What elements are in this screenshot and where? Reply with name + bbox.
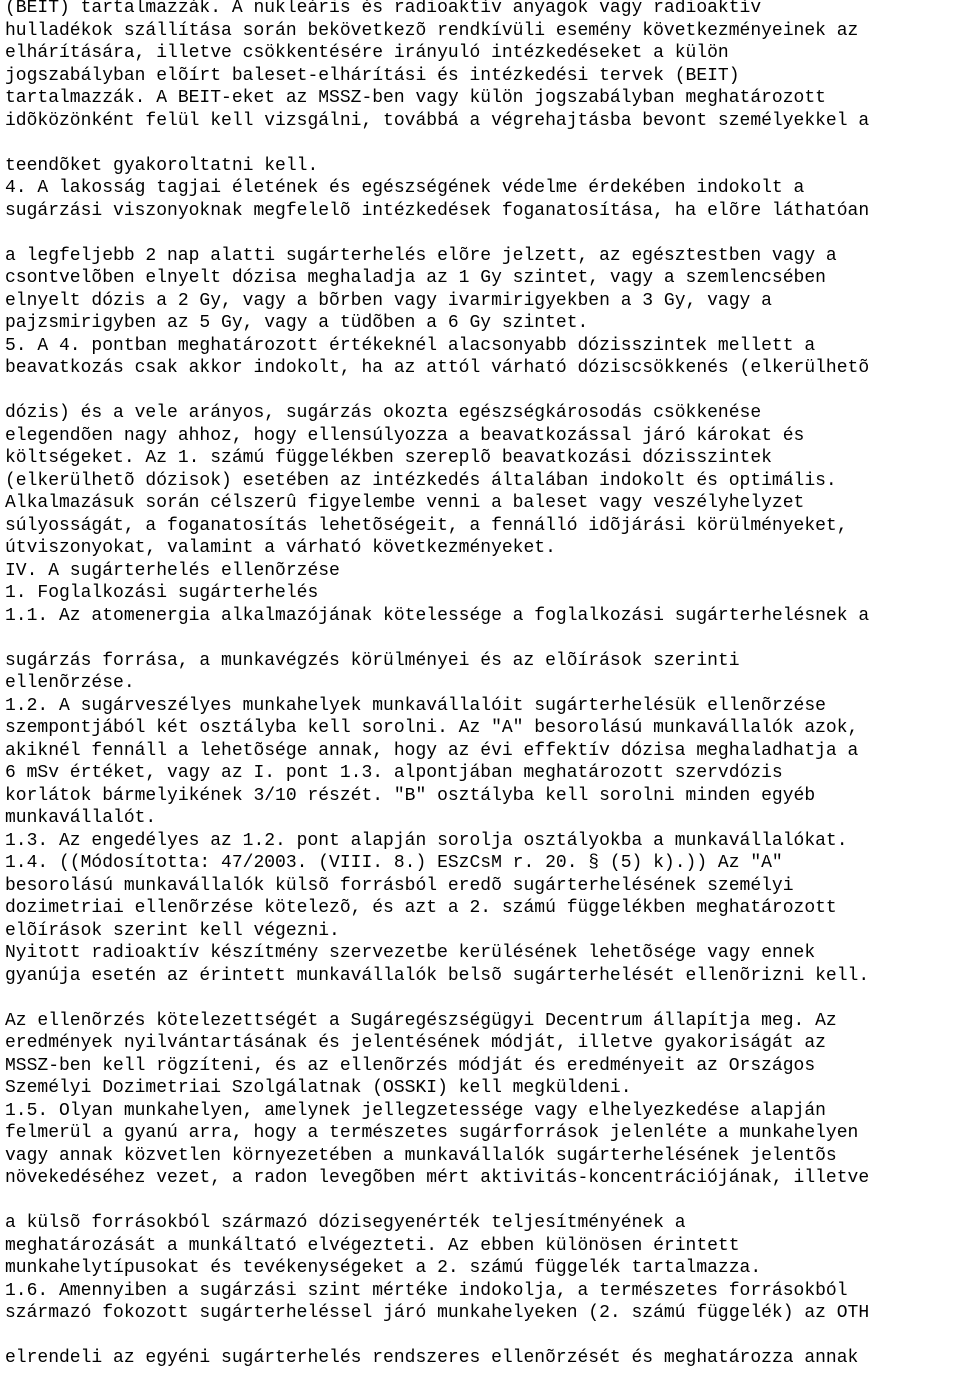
text-line: szempontjából két osztályba kell sorolni. Az "A" besorolású munkavállalók azok, bbox=[5, 718, 859, 738]
text-line: 1.5. Olyan munkahelyen, amelynek jellegzetessége vagy elhelyezkedése alapján bbox=[5, 1100, 826, 1121]
text-line: súlyosságát, a foganatosítás lehetõségeit, a fennálló idõjárási körülményeket, bbox=[5, 515, 848, 536]
blank-line bbox=[5, 380, 960, 403]
text-line: akiknél fennáll a lehetõsége annak, hogy az évi effektív dózisa meghaladhatja a bbox=[5, 740, 859, 761]
text-line: ellenõrzése. bbox=[5, 673, 135, 693]
blank-line bbox=[5, 627, 960, 650]
text-line: a legfeljebb 2 nap alatti sugárterhelés elõre jelzett, az egésztestben vagy a bbox=[5, 245, 837, 266]
text-line: sugárzási viszonyoknak megfelelõ intézkedések foganatosítása, ha elõre láthatóan bbox=[5, 200, 870, 221]
text-line: hulladékok szállítása során bekövetkezõ rendkívüli esemény következményeinek az bbox=[5, 20, 859, 41]
text-line: elhárítására, illetve csökkentésére irányuló intézkedéseket a külön bbox=[5, 43, 729, 63]
text-line: a külsõ forrásokból származó dózisegyenérték teljesítményének a bbox=[5, 1213, 686, 1233]
text-line: vagy annak közvetlen környezetében a munkavállalók sugárterhelésének jelentõs bbox=[5, 1145, 837, 1166]
blank-line bbox=[5, 1325, 960, 1348]
text-line: elnyelt dózis a 2 Gy, vagy a bõrben vagy ivarmirigyekben a 3 Gy, vagy a bbox=[5, 290, 772, 311]
text-line: Alkalmazásuk során célszerû figyelembe venni a baleset vagy veszélyhelyzet bbox=[5, 493, 805, 513]
text-line: 1.1. Az atomenergia alkalmazójának kötelessége a foglalkozási sugárterhelésnek a bbox=[5, 605, 870, 626]
text-line: korlátok bármelyikének 3/10 részét. "B" osztályba kell sorolni minden egyéb bbox=[5, 785, 816, 806]
text-line: Személyi Dozimetriai Szolgálatnak (OSSKI) kell megküldeni. bbox=[5, 1078, 632, 1098]
blank-line bbox=[5, 222, 960, 245]
text-line: Nyitott radioaktív készítmény szervezetbe kerülésének lehetõsége vagy ennek bbox=[5, 943, 816, 963]
text-line: dózis) és a vele arányos, sugárzás okozta egészségkárosodás csökkenése bbox=[5, 403, 762, 423]
text-line: költségeket. Az 1. számú függelékben szereplõ beavatkozási dózisszintek bbox=[5, 448, 772, 468]
text-line: teendõket gyakoroltatni kell. bbox=[5, 155, 319, 176]
text-line: beavatkozás csak akkor indokolt, ha az attól várható dóziscsökkenés (elkerülhetõ bbox=[5, 358, 870, 378]
text-line: (BEIT) tartalmazzák. A nukleáris és radioaktív anyagok vagy radioaktív bbox=[5, 0, 762, 18]
text-line: 1.6. Amennyiben a sugárzási szint mértéke indokolja, a természetes forrásokból bbox=[5, 1280, 848, 1301]
text-line: munkahelytípusokat és tevékenységeket a 2. számú függelék tartalmazza. bbox=[5, 1258, 762, 1278]
text-line: tartalmazzák. A BEIT-eket az MSSZ-ben vagy külön jogszabályban meghatározott bbox=[5, 88, 826, 108]
text-line: Az ellenõrzés kötelezettségét a Sugáregészségügyi Decentrum állapítja meg. Az bbox=[5, 1010, 837, 1031]
text-line: csontvelõben elnyelt dózisa meghaladja az 1 Gy szintet, vagy a szemlencsében bbox=[5, 268, 826, 288]
text-line: elegendõen nagy ahhoz, hogy ellensúlyozza a beavatkozással járó károkat és bbox=[5, 425, 805, 446]
text-line: sugárzás forrása, a munkavégzés körülményei és az elõírások szerinti bbox=[5, 650, 740, 671]
text-line: 1.4. ((Módosította: 47/2003. (VIII. 8.) ESzCsM r. 20. § (5) k).)) Az "A" bbox=[5, 853, 783, 873]
text-line: elõírások szerint kell végezni. bbox=[5, 920, 340, 941]
blank-line bbox=[5, 1190, 960, 1213]
text-line: meghatározását a munkáltató elvégezteti. Az ebben különösen érintett bbox=[5, 1235, 740, 1256]
blank-line bbox=[5, 987, 960, 1010]
text-line: eredmények nyilvántartásának és jelentésének módját, illetve gyakoriságát az bbox=[5, 1033, 826, 1053]
text-line: 4. A lakosság tagjai életének és egészségének védelme érdekében indokolt a bbox=[5, 178, 805, 198]
text-line: jogszabályban elõírt baleset-elhárítási és intézkedési tervek (BEIT) bbox=[5, 65, 740, 86]
text-line: gyanúja esetén az érintett munkavállalók belsõ sugárterhelését ellenõrizni kell. bbox=[5, 965, 870, 986]
text-line: idõközönként felül kell vizsgálni, továbbá a végrehajtásba bevont személyekkel a bbox=[5, 110, 870, 131]
text-line: felmerül a gyanú arra, hogy a természetes sugárforrások jelenléte a munkahelyen bbox=[5, 1123, 859, 1143]
text-line: MSSZ-ben kell rögzíteni, és az ellenõrzés módját és eredményeit az Országos bbox=[5, 1055, 816, 1076]
text-line: besorolású munkavállalók külsõ forrásból eredõ sugárterhelésének személyi bbox=[5, 875, 794, 896]
text-line: 1.2. A sugárveszélyes munkahelyek munkavállalóit sugárterhelésük ellenõrzése bbox=[5, 695, 826, 716]
blank-line bbox=[5, 132, 960, 155]
text-line: IV. A sugárterhelés ellenõrzése bbox=[5, 560, 340, 581]
text-line: munkavállalót. bbox=[5, 808, 157, 828]
text-line: 1. Foglalkozási sugárterhelés bbox=[5, 583, 319, 603]
text-line: származó fokozott sugárterheléssel járó munkahelyeken (2. számú függelék) az OTH bbox=[5, 1303, 870, 1323]
text-line: (elkerülhetõ dózisok) esetében az intézkedés általában indokolt és optimális. bbox=[5, 470, 837, 491]
text-line: 5. A 4. pontban meghatározott értékeknél alacsonyabb dózisszintek mellett a bbox=[5, 335, 816, 356]
text-line: dozimetriai ellenõrzése kötelezõ, és azt a 2. számú függelékben meghatározott bbox=[5, 898, 837, 918]
text-line: elrendeli az egyéni sugárterhelés rendszeres ellenõrzését és meghatározza annak bbox=[5, 1348, 859, 1368]
text-line: útviszonyokat, valamint a várható következményeket. bbox=[5, 538, 556, 558]
text-line: 6 mSv értéket, vagy az I. pont 1.3. alpontjában meghatározott szervdózis bbox=[5, 763, 783, 783]
text-line: 1.3. Az engedélyes az 1.2. pont alapján sorolja osztályokba a munkavállalókat. bbox=[5, 830, 848, 851]
document-text bbox=[5, 0, 960, 1370]
text-line: növekedéséhez vezet, a radon levegõben mért aktivitás-koncentrációjának, illetve bbox=[5, 1168, 870, 1188]
text-line: pajzsmirigyben az 5 Gy, vagy a tüdõben a 6 Gy szintet. bbox=[5, 313, 589, 333]
